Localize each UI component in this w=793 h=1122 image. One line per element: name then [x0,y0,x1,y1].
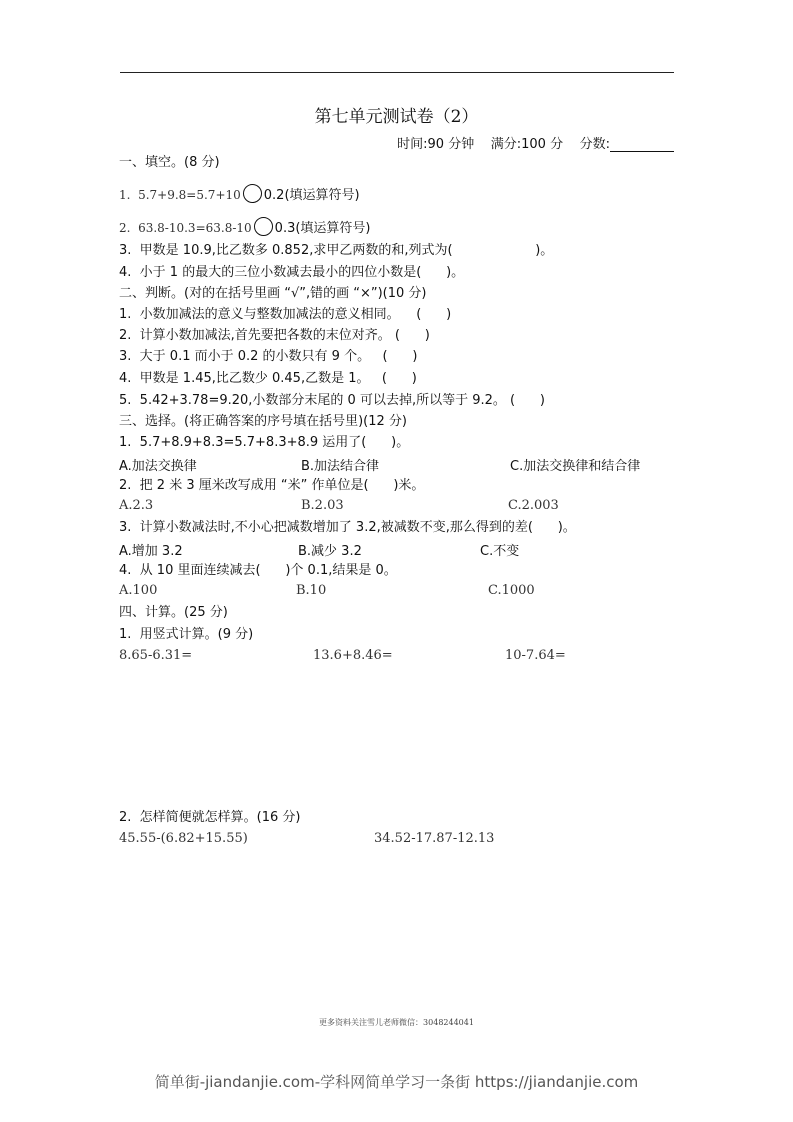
judge-q3: 3. 大于 0.1 而小于 0.2 的小数只有 9 个。 ( ) [119,349,418,364]
fill-q4: 4. 小于 1 的最大的三位小数减去最小的四位小数是( )。 [119,265,465,280]
choice-q3-option-a: A.增加 3.2 [119,544,183,559]
simplify-calc-2: 34.52-17.87-12.13 [374,831,495,846]
vertical-calc-3: 10-7.64= [505,648,566,663]
calc-sub1-heading: 1. 用竖式计算。(9 分) [119,627,254,642]
choice-q4-option-c: C.1000 [488,583,535,598]
choice-q1: 1. 5.7+8.9+8.3=5.7+8.3+8.9 运用了( )。 [119,435,410,450]
operator-circle-blank[interactable] [254,217,273,236]
choice-q2-option-c: C.2.003 [508,498,559,513]
section3-heading: 三、选择。(将正确答案的序号填在括号里)(12 分) [119,414,407,429]
header-rule [120,72,674,73]
fill-q2-tail: 0.3(填运算符号) [274,221,371,236]
section1-heading: 一、填空。(8 分) [119,155,220,170]
page-title: 第七单元测试卷（2） [314,107,479,127]
calc-sub2-heading: 2. 怎样简便就怎样算。(16 分) [119,810,301,825]
judge-q2: 2. 计算小数加减法,首先要把各数的末位对齐。 ( ) [119,328,430,343]
vertical-calc-1: 8.65-6.31= [119,648,193,663]
simplify-calc-1: 45.55-(6.82+15.55) [119,831,248,846]
choice-q1-option-a: A.加法交换律 [119,459,197,474]
choice-q1-option-b: B.加法结合律 [301,459,380,474]
choice-q2-option-b: B.2.03 [301,498,344,513]
score-blank[interactable] [610,138,674,152]
judge-q5: 5. 5.42+3.78=9.20,小数部分末尾的 0 可以去掉,所以等于 9.2。 ( ) [119,393,545,408]
choice-q3: 3. 计算小数减法时,不小心把减数增加了 3.2,被减数不变,那么得到的差( )。 [119,520,576,535]
section4-heading: 四、计算。(25 分) [119,605,228,620]
fill-q2 [119,217,371,237]
choice-q4-option-a: A.100 [119,583,158,598]
watermark: 简单街-jiandanjie.com-学科网简单学习一条街 https://jiandanjie.com [154,1073,639,1091]
fill-q2-expr: 2. 63.8-10.3=63.8-10 [119,221,252,235]
full-score-label: 满分:100 分 [490,137,564,152]
choice-q4: 4. 从 10 里面连续减去( )个 0.1,结果是 0。 [119,563,397,578]
choice-q4-option-b: B.10 [296,583,327,598]
time-label: 时间:90 分钟 [397,137,475,152]
operator-circle-blank[interactable] [243,184,262,203]
fill-q1-expr: 1. 5.7+9.8=5.7+10 [119,188,241,202]
fill-q1-tail: 0.2(填运算符号) [263,188,360,203]
section2-heading: 二、判断。(对的在括号里画 “√”,错的画 “×”)(10 分) [119,286,427,301]
choice-q1-option-c: C.加法交换律和结合律 [510,459,641,474]
judge-q1: 1. 小数加减法的意义与整数加减法的意义相同。 ( ) [119,307,452,322]
choice-q2: 2. 把 2 米 3 厘米改写成用 “米” 作单位是( )米。 [119,478,425,493]
choice-q3-option-b: B.减少 3.2 [298,544,362,559]
score-label: 分数: [579,137,610,152]
choice-q2-option-a: A.2.3 [119,498,154,513]
judge-q4: 4. 甲数是 1.45,比乙数少 0.45,乙数是 1。 ( ) [119,371,417,386]
footnote: 更多资料关注雪儿老师微信：3048244041 [319,1018,474,1027]
choice-q3-option-c: C.不变 [480,544,520,559]
vertical-calc-2: 13.6+8.46= [313,648,393,663]
fill-q3: 3. 甲数是 10.9,比乙数多 0.852,求甲乙两数的和,列式为( )。 [119,243,554,258]
fill-q1 [119,184,360,204]
exam-meta [397,133,674,152]
